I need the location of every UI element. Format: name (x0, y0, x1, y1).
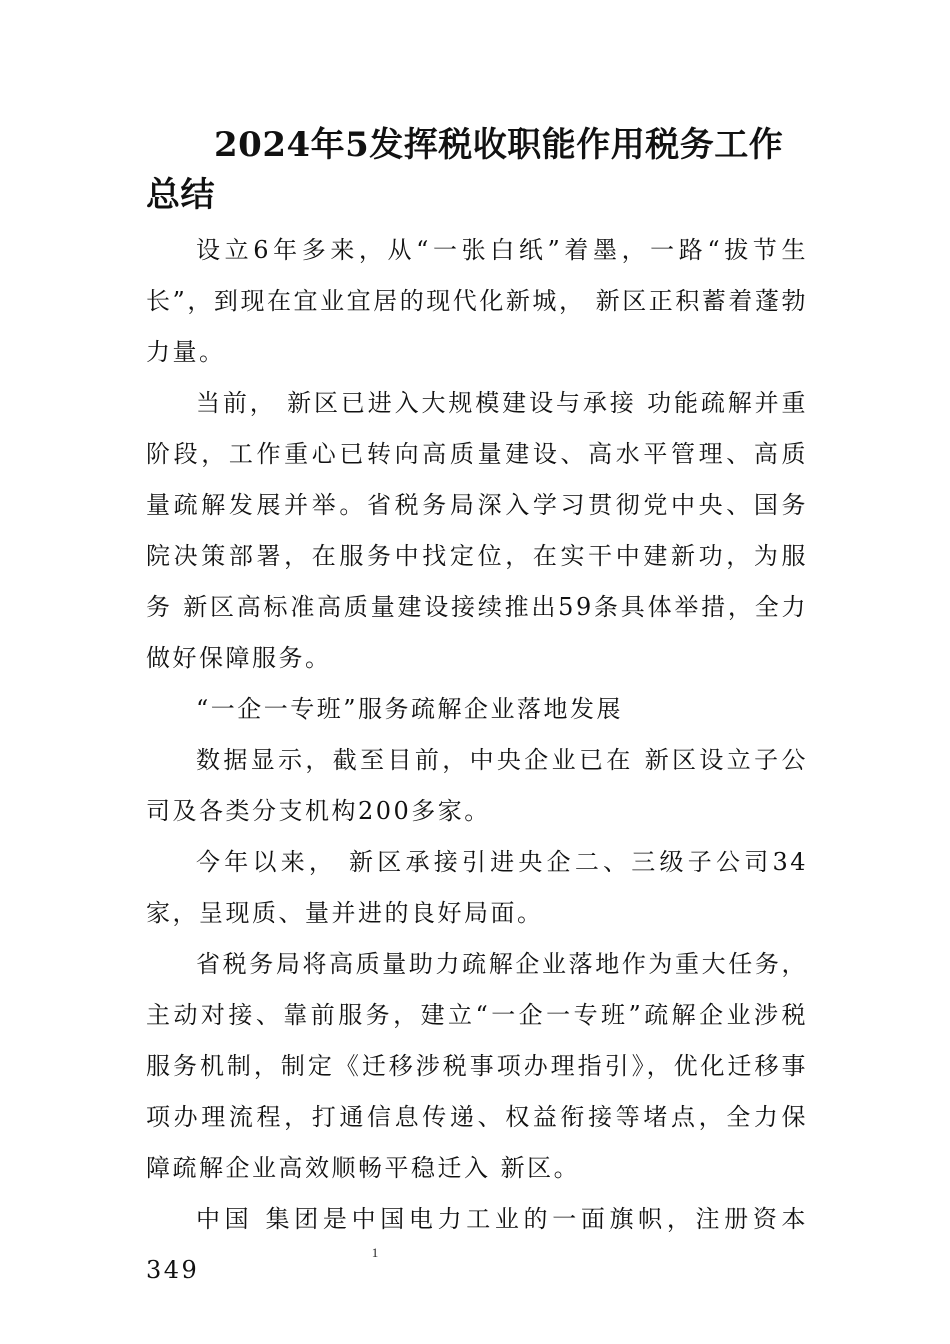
document-body (146, 225, 808, 1296)
paragraph: 中国 集团是中国电力工业的一面旗帜，注册资本349 (146, 1205, 808, 1284)
paragraph: 今年以来， 新区承接引进央企二、三级子公司34家，呈现质、量并进的良好局面。 (146, 848, 808, 927)
paragraph: 省税务局将高质量助力疏解企业落地作为重大任务，主动对接、靠前服务，建立“一企一专班”疏解企业涉税服务机制，制定《迁移涉税事项办理指引》，优化迁移事项办理流程，打通信息传递、权益衔接等堵点，全力保障疏解企业高效顺畅平稳迁入 新区。 (146, 950, 808, 1182)
paragraph: 设立6年多来，从“一张白纸”着墨，一路“拔节生长”，到现在宜业宜居的现代化新城， 新区正积蓄着蓬勃力量。 (146, 236, 808, 366)
page-number: 1 (371, 1245, 379, 1260)
paragraph: 当前， 新区已进入大规模建设与承接 功能疏解并重阶段，工作重心已转向高质量建设、高水平管理、高质量疏解发展并举。省税务局深入学习贯彻党中央、国务院决策部署，在服务中找定位，在实干中建新功，为服务 新区高标准高质量建设接续推出59条具体举措，全力做好保障服务。 (146, 389, 808, 672)
section-heading: “一企一专班”服务疏解企业落地发展 (196, 695, 624, 723)
document-title: 2024年5发挥税收职能作用税务工作总结 (146, 125, 784, 215)
paragraph: 数据显示，截至目前，中央企业已在 新区设立子公司及各类分支机构200多家。 (146, 746, 808, 825)
